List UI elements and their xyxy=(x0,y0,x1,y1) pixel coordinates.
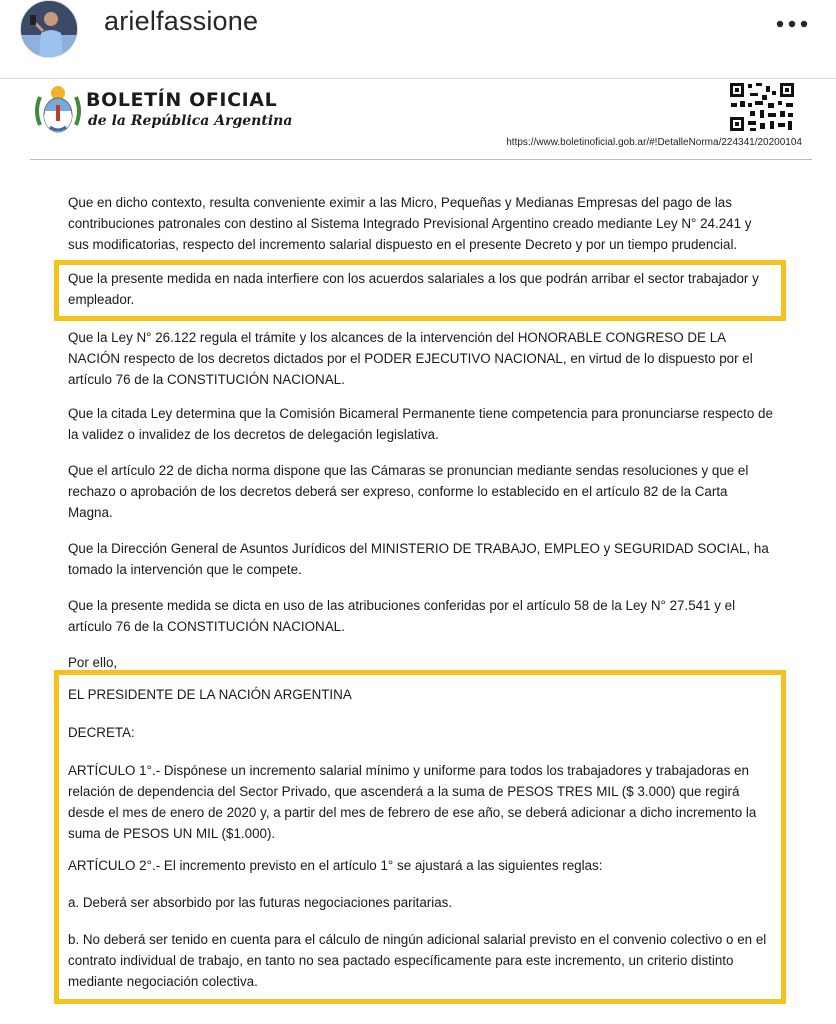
paragraph-articulo-2: ARTÍCULO 2°.- El incremento previsto en el artículo 1° se ajustará a las siguientes reglas: xyxy=(68,858,603,873)
paragraph-regla-a: a. Deberá ser absorbido por las futuras negociaciones paritarias. xyxy=(68,895,453,910)
boletin-document xyxy=(30,79,812,1024)
more-options-button[interactable] xyxy=(774,12,810,36)
paragraph-articulo-22: Que el artículo 22 de dicha norma dispone que las Cámaras se pronuncian mediante sendas resoluciones y que el rechazo o aprobación de los decretos deberá ser expreso, conforme lo establecido en el artículo 82 de la Carta Magna. xyxy=(68,463,749,520)
boletin-url: https://www.boletinoficial.gob.ar/#!DetalleNorma/224341/20200104 xyxy=(506,137,802,148)
paragraph-decreta: DECRETA: xyxy=(68,725,135,740)
paragraph-acuerdos: Que la presente medida en nada interfiere con los acuerdos salariales a los que podrán arribar el sector trabajador y empleador. xyxy=(68,271,759,307)
paragraph-comision-bicameral: Que la citada Ley determina que la Comisión Bicameral Permanente tiene competencia para pronunciarse respecto de la validez o invalidez de los decretos de delegación legislativa. xyxy=(68,406,773,442)
avatar-photo xyxy=(21,1,77,57)
paragraph-articulo-1: ARTÍCULO 1°.- Dispónese un incremento salarial mínimo y uniforme para todos los trabajadores y trabajadoras en relación de dependencia del Sector Privado, que ascenderá a la suma de PESOS TRES MIL ($ 3.000) que regirá desde el mes de enero de 2020 y, a partir del mes de febrero de ese año, se deberá adicionar a dicho incremento la suma de PESOS UN MIL ($1.000). xyxy=(68,763,757,841)
header-rule xyxy=(30,159,812,160)
profile-avatar[interactable] xyxy=(20,0,78,58)
paragraph-ley-26122: Que la Ley N° 26.122 regula el trámite y los alcances de la intervención del HONORABLE CONGRESO DE LA NACIÓN respecto de los decretos dictados por el PODER EJECUTIVO NACIONAL, en virtud de lo dispuesto por el artículo 76 de la CONSTITUCIÓN NACIONAL. xyxy=(68,330,753,387)
boletin-subtitle: de la República Argentina xyxy=(88,113,293,129)
argentina-coat-of-arms-icon xyxy=(32,81,84,141)
username[interactable]: arielfassione xyxy=(104,6,259,36)
paragraph-presidente: EL PRESIDENTE DE LA NACIÓN ARGENTINA xyxy=(68,687,352,702)
paragraph-regla-b: b. No deberá ser tenido en cuenta para el cálculo de ningún adicional salarial previsto en el convenio colectivo o en el contrato individual de trabajo, en tanto no sea pactado específicamente para este incremento, un criterio distinto mediante negociación colectiva. xyxy=(68,932,767,989)
boletin-title: BOLETÍN OFICIAL xyxy=(86,89,278,111)
paragraph-por-ello: Por ello, xyxy=(68,655,118,670)
more-horizontal-icon xyxy=(776,20,808,28)
qr-code-icon xyxy=(728,81,796,133)
paragraph-mipymes: Que en dicho contexto, resulta conveniente eximir a las Micro, Pequeñas y Medianas Empresas del pago de las contribuciones patronales con destino al Sistema Integrado Previsional Argentino creado mediante Ley N° 24.241 y sus modificatorias, respecto del incremento salarial dispuesto en el presente Decreto y por un tiempo prudencial. xyxy=(68,195,752,252)
paragraph-atribuciones: Que la presente medida se dicta en uso de las atribuciones conferidas por el artículo 58 de la Ley N° 27.541 y el artículo 76 de la CONSTITUCIÓN NACIONAL. xyxy=(68,598,736,634)
post-header xyxy=(0,0,836,74)
paragraph-asuntos-juridicos: Que la Dirección General de Asuntos Jurídicos del MINISTERIO DE TRABAJO, EMPLEO y SEGURIDAD SOCIAL, ha tomado la intervención que le compete. xyxy=(68,541,769,577)
